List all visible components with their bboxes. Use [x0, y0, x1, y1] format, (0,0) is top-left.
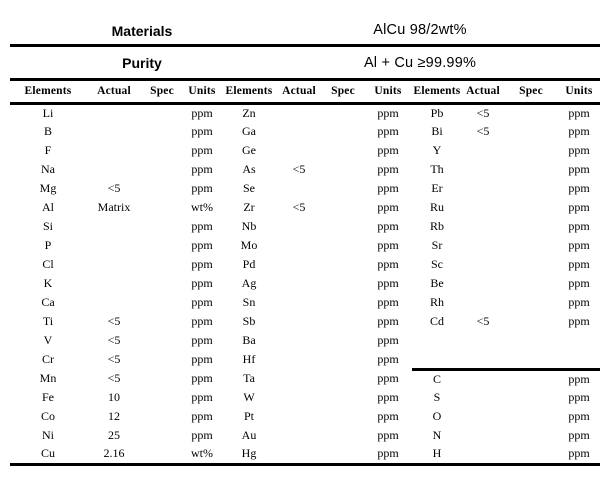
spec-cell [504, 426, 558, 445]
table-row [10, 407, 600, 426]
actual-cell [462, 293, 504, 312]
units-cell: ppm [191, 276, 213, 290]
element-cell: F [44, 143, 52, 157]
element-cell: Pd [242, 257, 256, 271]
actual-cell [462, 255, 504, 274]
table-row [10, 236, 600, 255]
spec-cell [322, 236, 364, 255]
units-cell: ppm [568, 428, 590, 442]
spec-cell [322, 217, 364, 236]
purity-label: Purity [122, 55, 162, 71]
element-cell: Hg [241, 446, 257, 461]
table-row [10, 369, 600, 388]
actual-cell [462, 388, 504, 407]
units-cell [558, 350, 600, 369]
units-cell: ppm [568, 390, 590, 404]
element-cell: Be [430, 276, 444, 290]
element-cell: Ga [242, 124, 256, 138]
actual-cell: 2.16 [103, 446, 125, 461]
actual-cell [86, 122, 142, 141]
units-cell: ppm [377, 105, 399, 120]
element-cell: Cr [42, 352, 54, 366]
table-row [10, 312, 600, 331]
col-header-actual: Actual [276, 81, 322, 103]
spec-cell [322, 122, 364, 141]
spec-cell [322, 312, 364, 331]
element-cell: Pt [243, 409, 254, 423]
element-cell: Zr [243, 200, 255, 214]
actual-cell [86, 217, 142, 236]
element-cell: Cd [429, 314, 444, 328]
element-cell: As [242, 162, 256, 176]
actual-cell [462, 141, 504, 160]
units-cell: ppm [568, 219, 590, 233]
actual-cell [276, 350, 322, 369]
units-cell: wt% [191, 446, 213, 461]
actual-cell [86, 141, 142, 160]
spec-cell [142, 274, 182, 293]
spec-cell [322, 198, 364, 217]
actual-cell [462, 426, 504, 445]
elements-table [10, 81, 600, 466]
spec-cell [504, 160, 558, 179]
element-cell: Ca [41, 295, 55, 309]
table-row [10, 255, 600, 274]
element-cell: Sn [242, 295, 256, 309]
col-header-units: Units [558, 81, 600, 103]
units-cell: ppm [191, 352, 213, 366]
table-area [10, 0, 600, 466]
actual-cell [276, 445, 322, 464]
spec-cell [142, 198, 182, 217]
table-row [10, 388, 600, 407]
actual-cell [86, 103, 142, 122]
element-cell: Hf [242, 352, 256, 366]
spec-cell [322, 274, 364, 293]
col-header-spec: Spec [504, 81, 558, 103]
element-cell: Sb [242, 314, 256, 328]
spec-cell [504, 255, 558, 274]
spec-cell [322, 160, 364, 179]
spec-cell [142, 293, 182, 312]
units-cell: ppm [191, 314, 213, 328]
actual-cell [462, 160, 504, 179]
spec-cell [322, 255, 364, 274]
actual-cell [86, 236, 142, 255]
table-row [10, 179, 600, 198]
spec-cell [142, 236, 182, 255]
units-cell: ppm [568, 314, 590, 328]
actual-cell [276, 312, 322, 331]
table-row [10, 141, 600, 160]
units-cell: ppm [568, 143, 590, 157]
actual-cell [276, 388, 322, 407]
element-cell: Au [241, 428, 257, 442]
units-cell: ppm [377, 409, 399, 423]
actual-cell [276, 255, 322, 274]
spec-cell [322, 445, 364, 464]
actual-cell: <5 [107, 352, 121, 366]
col-header-units: Units [182, 81, 222, 103]
units-cell [558, 331, 600, 350]
table-row [10, 198, 600, 217]
element-cell: B [43, 124, 52, 138]
element-cell: Rh [429, 295, 444, 309]
element-cell: Ge [242, 143, 256, 157]
element-cell: Pb [430, 105, 444, 120]
element-cell: Ru [429, 200, 444, 214]
element-cell: Ti [42, 314, 54, 328]
spec-cell [322, 103, 364, 122]
units-cell: ppm [568, 181, 590, 195]
units-cell: wt% [191, 200, 213, 214]
materials-label: Materials [111, 23, 173, 39]
actual-cell [276, 426, 322, 445]
table-row [10, 445, 600, 464]
element-cell: Ba [242, 333, 256, 347]
materials-value: AlCu 98/2wt% [373, 22, 467, 38]
actual-cell: 12 [108, 409, 120, 423]
element-cell: H [432, 446, 442, 461]
col-header-spec: Spec [322, 81, 364, 103]
spec-cell [142, 160, 182, 179]
spec-cell [504, 350, 558, 369]
actual-cell [276, 122, 322, 141]
units-cell: ppm [377, 295, 399, 309]
table-row [10, 293, 600, 312]
units-cell: ppm [558, 369, 600, 388]
actual-cell [86, 293, 142, 312]
spec-cell [504, 312, 558, 331]
table-row [10, 426, 600, 445]
spec-cell [322, 388, 364, 407]
element-cell: K [43, 276, 53, 290]
units-cell: ppm [568, 238, 590, 252]
actual-cell: <5 [476, 105, 490, 120]
units-cell: ppm [377, 314, 399, 328]
element-cell: Li [42, 105, 54, 120]
element-cell: Sc [431, 257, 443, 271]
element-cell: Ta [243, 371, 255, 385]
units-cell: ppm [377, 446, 399, 461]
element-cell: Na [41, 162, 55, 176]
units-cell: ppm [377, 257, 399, 271]
units-cell: ppm [568, 276, 590, 290]
element-cell: Zn [242, 105, 256, 120]
header-row [10, 81, 600, 103]
units-cell: ppm [191, 295, 213, 309]
spec-cell [142, 426, 182, 445]
actual-cell: <5 [292, 162, 306, 176]
element-cell: Si [42, 219, 53, 233]
actual-cell [462, 350, 504, 369]
spec-cell [142, 103, 182, 122]
units-cell: ppm [191, 257, 213, 271]
actual-cell [462, 179, 504, 198]
actual-cell [462, 331, 504, 350]
spec-cell [504, 179, 558, 198]
spec-cell [504, 198, 558, 217]
actual-cell [276, 369, 322, 388]
units-cell: ppm [568, 257, 590, 271]
table-row [10, 103, 600, 122]
element-cell: Se [243, 181, 255, 195]
spec-cell [322, 293, 364, 312]
units-cell: ppm [191, 124, 213, 138]
element-cell: V [43, 333, 53, 347]
element-cell: Er [431, 181, 443, 195]
actual-cell [86, 274, 142, 293]
col-header-elements: Elements [222, 81, 276, 103]
spec-cell [504, 274, 558, 293]
col-header-spec: Spec [142, 81, 182, 103]
units-cell: ppm [377, 200, 399, 214]
units-cell: ppm [377, 238, 399, 252]
element-cell: Mo [240, 238, 258, 252]
actual-cell: <5 [107, 333, 121, 347]
materials-row [10, 0, 600, 47]
element-cell: Rb [429, 219, 444, 233]
actual-cell [86, 255, 142, 274]
spec-cell [322, 426, 364, 445]
spec-cell [504, 141, 558, 160]
actual-cell: <5 [476, 314, 490, 328]
actual-cell: <5 [107, 371, 121, 385]
spec-cell [142, 122, 182, 141]
units-cell: ppm [568, 295, 590, 309]
actual-cell: 10 [108, 390, 120, 404]
actual-cell: 25 [108, 428, 120, 442]
spec-cell [504, 236, 558, 255]
units-cell: ppm [568, 162, 590, 176]
element-cell: W [243, 390, 255, 404]
element-cell: O [432, 409, 442, 423]
table-row [10, 160, 600, 179]
spec-cell [504, 217, 558, 236]
actual-cell [462, 407, 504, 426]
col-header-elements: Elements [412, 81, 462, 103]
units-cell: ppm [377, 390, 399, 404]
element-cell: S [433, 390, 441, 404]
actual-cell: Matrix [97, 200, 131, 214]
table-header [10, 81, 600, 103]
units-cell: ppm [191, 333, 213, 347]
purity-value: Al + Cu ≥99.99% [363, 55, 477, 71]
element-cell: C [412, 369, 462, 388]
actual-cell: <5 [107, 314, 121, 328]
actual-cell: <5 [107, 181, 121, 195]
units-cell: ppm [377, 219, 399, 233]
element-cell: Mg [39, 181, 57, 195]
units-cell: ppm [191, 409, 213, 423]
spec-cell [322, 407, 364, 426]
col-header-elements: Elements [10, 81, 86, 103]
units-cell: ppm [568, 446, 590, 461]
spec-cell [142, 331, 182, 350]
spec-cell [142, 312, 182, 331]
units-cell: ppm [377, 333, 399, 347]
actual-cell [462, 445, 504, 464]
col-header-units: Units [364, 81, 412, 103]
element-cell: Cl [42, 257, 54, 271]
table-row [10, 331, 600, 350]
units-cell: ppm [191, 162, 213, 176]
spec-cell [142, 217, 182, 236]
spec-cell [142, 369, 182, 388]
actual-cell [462, 236, 504, 255]
actual-cell [276, 179, 322, 198]
spec-cell [322, 369, 364, 388]
spec-cell [504, 369, 558, 388]
element-cell: Co [40, 409, 55, 423]
spec-cell [504, 388, 558, 407]
spec-cell [142, 445, 182, 464]
spec-cell [504, 331, 558, 350]
element-cell: Cu [40, 446, 55, 461]
spec-cell [142, 255, 182, 274]
spec-cell [322, 141, 364, 160]
units-cell: ppm [377, 181, 399, 195]
spec-cell [142, 350, 182, 369]
units-cell: ppm [568, 105, 590, 120]
units-cell: ppm [377, 276, 399, 290]
element-cell: Th [430, 162, 444, 176]
spec-cell [142, 179, 182, 198]
units-cell: ppm [377, 428, 399, 442]
actual-cell [276, 141, 322, 160]
element-cell: P [44, 238, 52, 252]
element-cell: Y [432, 143, 442, 157]
actual-cell [276, 407, 322, 426]
units-cell: ppm [191, 238, 213, 252]
actual-cell [276, 274, 322, 293]
spec-cell [142, 407, 182, 426]
element-cell: N [432, 428, 442, 442]
spec-cell [142, 388, 182, 407]
units-cell: ppm [191, 219, 213, 233]
units-cell: ppm [191, 143, 213, 157]
actual-cell: <5 [292, 200, 306, 214]
elements-table-body [10, 103, 600, 464]
col-header-actual: Actual [462, 81, 504, 103]
actual-cell [276, 331, 322, 350]
spec-cell [322, 179, 364, 198]
actual-cell [276, 293, 322, 312]
units-cell: ppm [568, 200, 590, 214]
units-cell: ppm [568, 409, 590, 423]
element-cell: Al [42, 200, 54, 214]
element-cell: Sr [431, 238, 443, 252]
units-cell: ppm [191, 105, 213, 120]
spec-cell [322, 350, 364, 369]
units-cell: ppm [568, 124, 590, 138]
spec-cell [142, 141, 182, 160]
actual-cell [276, 103, 322, 122]
actual-cell [86, 160, 142, 179]
table-row [10, 350, 600, 369]
table-row [10, 217, 600, 236]
element-cell [412, 350, 462, 369]
actual-cell: <5 [476, 124, 490, 138]
units-cell: ppm [191, 181, 213, 195]
spec-cell [504, 445, 558, 464]
element-cell: Ag [241, 276, 257, 290]
units-cell: ppm [191, 390, 213, 404]
element-cell: Ni [42, 428, 54, 442]
element-cell: Bi [431, 124, 443, 138]
actual-cell [462, 369, 504, 388]
units-cell: ppm [191, 371, 213, 385]
spec-cell [504, 122, 558, 141]
actual-cell [462, 198, 504, 217]
actual-cell [276, 217, 322, 236]
table-row [10, 122, 600, 141]
units-cell: ppm [377, 371, 399, 385]
units-cell: ppm [377, 124, 399, 138]
units-cell: ppm [191, 428, 213, 442]
element-cell [412, 331, 462, 350]
actual-cell [276, 236, 322, 255]
table-row [10, 274, 600, 293]
spec-cell [504, 103, 558, 122]
actual-cell [462, 217, 504, 236]
col-header-actual: Actual [86, 81, 142, 103]
spec-cell [504, 407, 558, 426]
element-cell: Mn [39, 371, 57, 385]
spec-cell [504, 293, 558, 312]
units-cell: ppm [377, 143, 399, 157]
element-cell: Nb [241, 219, 257, 233]
actual-cell [462, 274, 504, 293]
units-cell: ppm [377, 352, 399, 366]
purity-row [10, 47, 600, 81]
spec-cell [322, 331, 364, 350]
units-cell: ppm [377, 162, 399, 176]
element-cell: Fe [42, 390, 54, 404]
